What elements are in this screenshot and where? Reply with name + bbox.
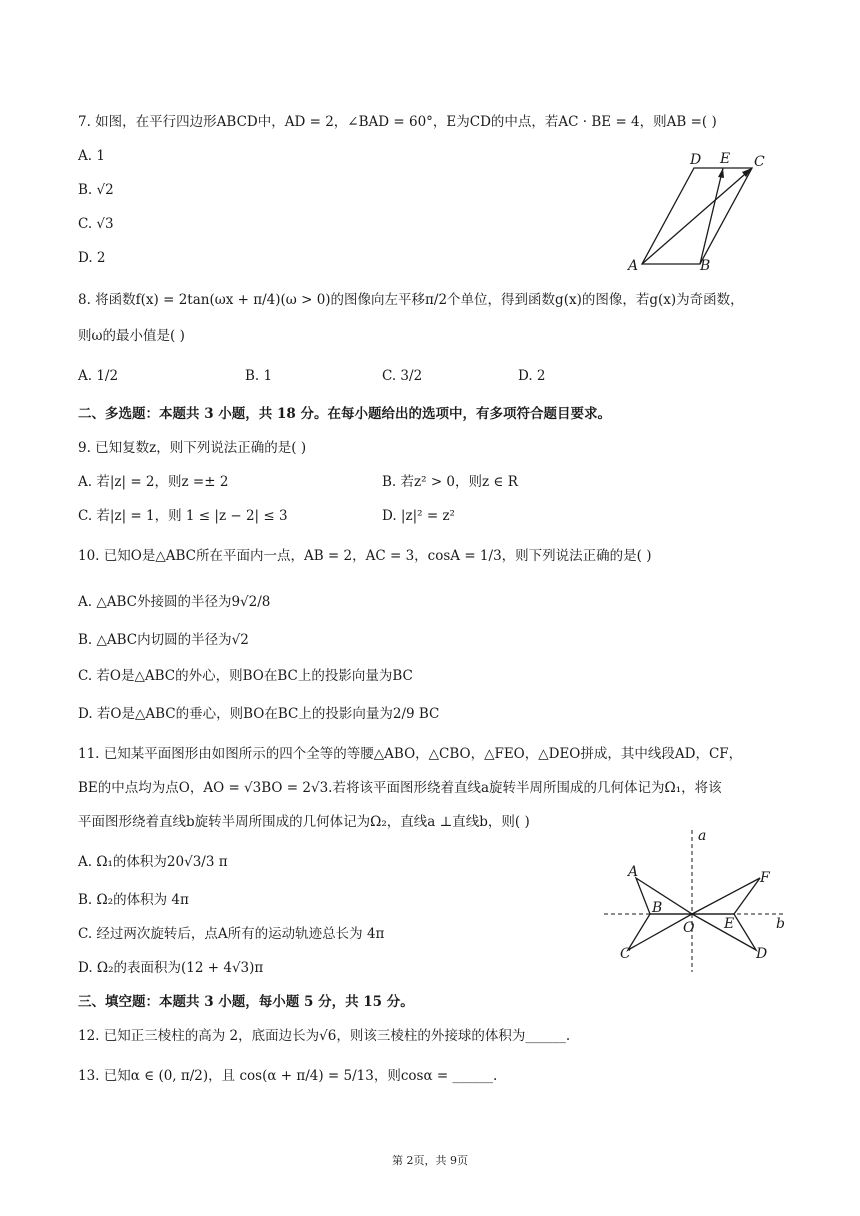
section-3-heading: 三、填空题：本题共 3 小题，每小题 5 分，共 15 分。	[78, 994, 414, 1010]
q7-option-b: B. √2	[78, 182, 114, 198]
q10-stem: 10. 已知O是△ABC所在平面内一点，AB = 2，AC = 3，cosA = 1/3，则下列说法正确的是( )	[78, 548, 652, 564]
q11-label-o: O	[683, 920, 695, 936]
q7-option-a: A. 1	[78, 148, 105, 164]
q7-label-c: C	[754, 154, 765, 170]
q8-option-c: C. 3/2	[382, 368, 423, 384]
q13-stem: 13. 已知α ∈ (0, π/2)，且 cos(α + π/4) = 5/13，则cosα = ______.	[78, 1068, 498, 1084]
q9-option-d: D. |z|² = z²	[382, 508, 455, 524]
q11-label-axis-a: a	[698, 828, 707, 844]
q8-option-a: A. 1/2	[78, 368, 119, 384]
q11-option-b: B. Ω₂的体积为 4π	[78, 892, 189, 908]
q7-label-b: B	[700, 258, 711, 274]
q7-stem-rest: ABCD中，AD = 2，∠BAD = 60°，E为CD的中点，若AC · BE = 4，则AB =( )	[216, 114, 717, 130]
q11-line2: BE的中点均为点O，AO = √3BO = 2√3.若将该平面图形绕着直线a旋转半周所围成的几何体记为Ω₁，将该	[78, 780, 722, 796]
q9-option-a: A. 若|z| = 2，则z =± 2	[78, 474, 229, 490]
q8-line1: 8. 将函数f(x) = 2tan(ωx + π/4)(ω > 0)的图像向左平移π/2个单位，得到函数g(x)的图像，若g(x)为奇函数，	[78, 292, 744, 308]
q7-option-d: D. 2	[78, 250, 106, 266]
q11-label-d: D	[756, 946, 768, 962]
q11-option-d: D. Ω₂的表面积为(12 + 4√3)π	[78, 960, 264, 976]
q7-arrow-e	[718, 168, 724, 178]
q11-label-a: A	[628, 864, 639, 880]
q11-line3: 平面图形绕着直线b旋转半周所围成的几何体记为Ω₂，直线a ⊥直线b，则( )	[78, 814, 530, 830]
q11-label-c: C	[620, 946, 631, 962]
q10-option-b: B. △ABC内切圆的半径为√2	[78, 632, 249, 648]
q11-rotation-figure	[600, 826, 800, 976]
q7-stem	[78, 112, 717, 132]
q10-option-a: A. △ABC外接圆的半径为9√2/8	[78, 594, 271, 610]
q8-line2: 则ω的最小值是( )	[78, 328, 185, 344]
q9-option-c: C. 若|z| = 1，则 1 ≤ |z − 2| ≤ 3	[78, 508, 288, 524]
section-2-heading: 二、多选题：本题共 3 小题，共 18 分。在每小题给出的选项中，有多项符合题目要求。	[78, 406, 611, 422]
q7-label-e: E	[720, 151, 731, 167]
q7-stem-prefix: 7. 如图，在平行四边形	[78, 114, 217, 130]
q8-option-d: D. 2	[518, 368, 546, 384]
q7-option-c: C. √3	[78, 216, 114, 232]
q11-label-b: B	[652, 900, 663, 916]
q11-triangle-feo	[692, 878, 760, 914]
q11-option-c: C. 经过两次旋转后，点A所有的运动轨迹总长为 4π	[78, 926, 385, 942]
q11-triangle-abo	[636, 878, 692, 914]
q9-option-b: B. 若z² > 0，则z ∈ R	[382, 474, 518, 490]
q11-line1: 11. 已知某平面图形由如图所示的四个全等的等腰△ABO，△CBO，△FEO，△DEO拼成，其中线段AD，CF，	[78, 746, 743, 762]
q9-stem: 9. 已知复数z，则下列说法正确的是( )	[78, 440, 307, 456]
q7-label-a: A	[628, 258, 639, 274]
q11-label-e: E	[724, 916, 735, 932]
q7-parallelogram-figure	[620, 146, 780, 276]
q7-segment-be	[700, 168, 723, 264]
q8-option-b: B. 1	[245, 368, 273, 384]
q11-label-axis-b: b	[776, 916, 785, 932]
page-footer: 第 2页，共 9页	[392, 1154, 468, 1167]
q11-label-f: F	[760, 870, 770, 886]
q10-option-d: D. 若O是△ABC的垂心，则BO在BC上的投影向量为2/9 BC	[78, 706, 440, 722]
q7-diagonal-ac	[642, 168, 752, 264]
q11-option-a: A. Ω₁的体积为20√3/3 π	[78, 854, 228, 870]
q12-stem: 12. 已知正三棱柱的高为 2，底面边长为√6，则该三棱柱的外接球的体积为______.	[78, 1028, 571, 1044]
q10-option-c: C. 若O是△ABC的外心，则BO在BC上的投影向量为BC	[78, 668, 413, 684]
q7-label-d: D	[690, 152, 702, 168]
